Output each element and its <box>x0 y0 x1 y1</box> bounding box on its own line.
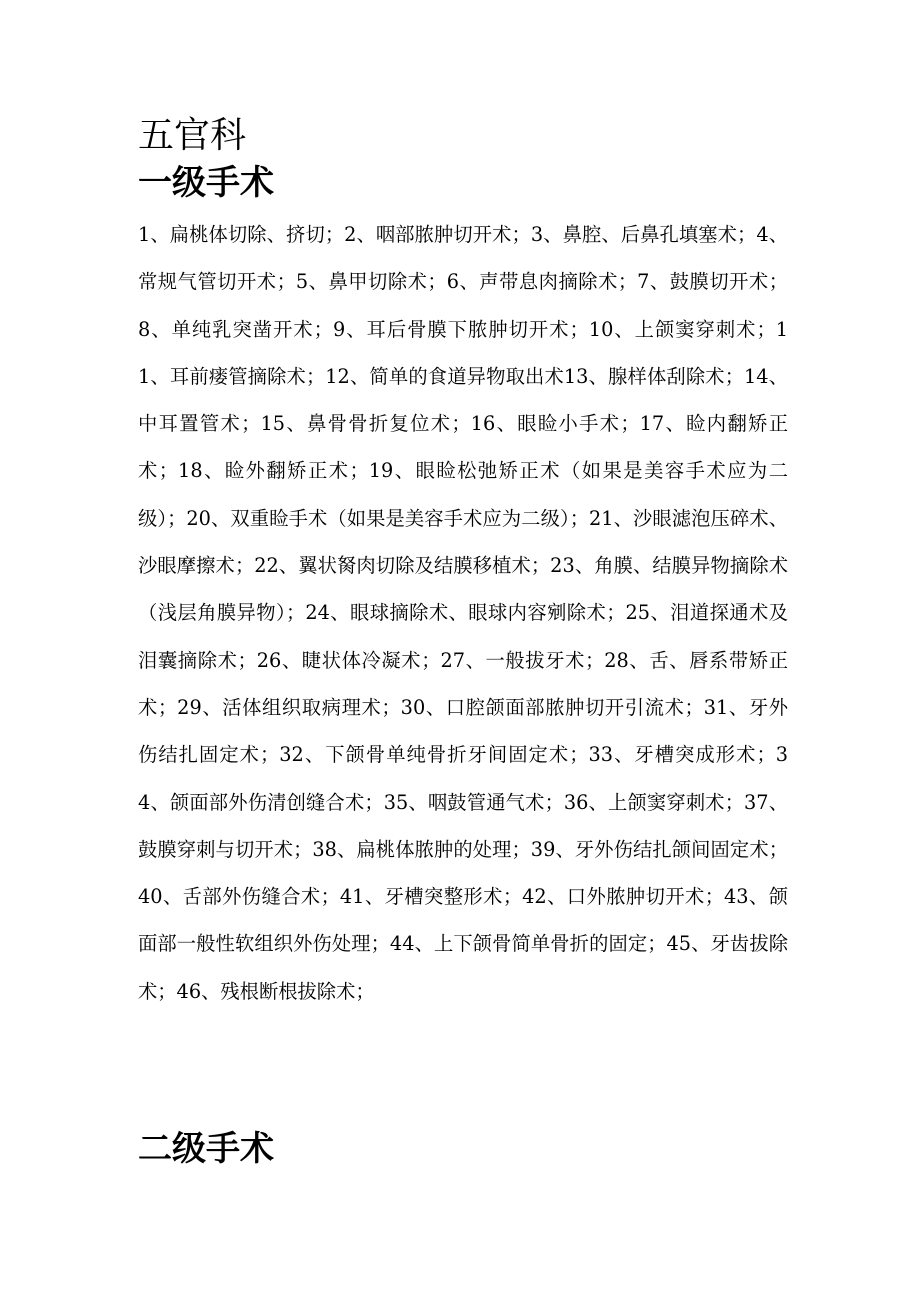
surgery-list-paragraph: 1、扁桃体切除、挤切；2、咽部脓肿切开术；3、鼻腔、后鼻孔填塞术；4、常规气管切开术；5、鼻甲切除术；6、声带息肉摘除术；7、鼓膜切开术；8、单纯乳突凿开术；9、耳后骨膜下脓肿切开术；10、上颌窦穿刺术；11、耳前瘘管摘除术；12、简单的食道异物取出术13、腺样体刮除术；14、中耳置管术；15、鼻骨骨折复位术；16、眼睑小手术；17、睑内翻矫正术；18、睑外翻矫正术；19、眼睑松弛矫正术（如果是美容手术应为二级）；20、双重睑手术（如果是美容手术应为二级）；21、沙眼滤泡压碎术、沙眼摩擦术；22、翼状胬肉切除及结膜移植术；23、角膜、结膜异物摘除术（浅层角膜异物）；24、眼球摘除术、眼球内容剜除术；25、泪道探通术及泪囊摘除术；26、睫状体冷凝术；27、一般拔牙术；28、舌、唇系带矫正术；29、活体组织取病理术；30、口腔颌面部脓肿切开引流术；31、牙外伤结扎固定术；32、下颌骨单纯骨折牙间固定术；33、牙槽突成形术；34、颌面部外伤清创缝合术；35、咽鼓管通气术；36、上颌窦穿刺术；37、鼓膜穿刺与切开术；38、扁桃体脓肿的处理；39、牙外伤结扎颌间固定术；40、舌部外伤缝合术；41、牙槽突整形术；42、口外脓肿切开术；43、颌面部一般性软组织外伤处理；44、上下颌骨简单骨折的固定；45、牙齿拔除术；46、残根断根拔除术； <box>138 223 788 1003</box>
department-title: 五官科 <box>138 115 247 156</box>
section-heading-level-2: 二级手术 <box>138 1129 274 1169</box>
section-heading-level-1: 一级手术 <box>138 163 274 203</box>
